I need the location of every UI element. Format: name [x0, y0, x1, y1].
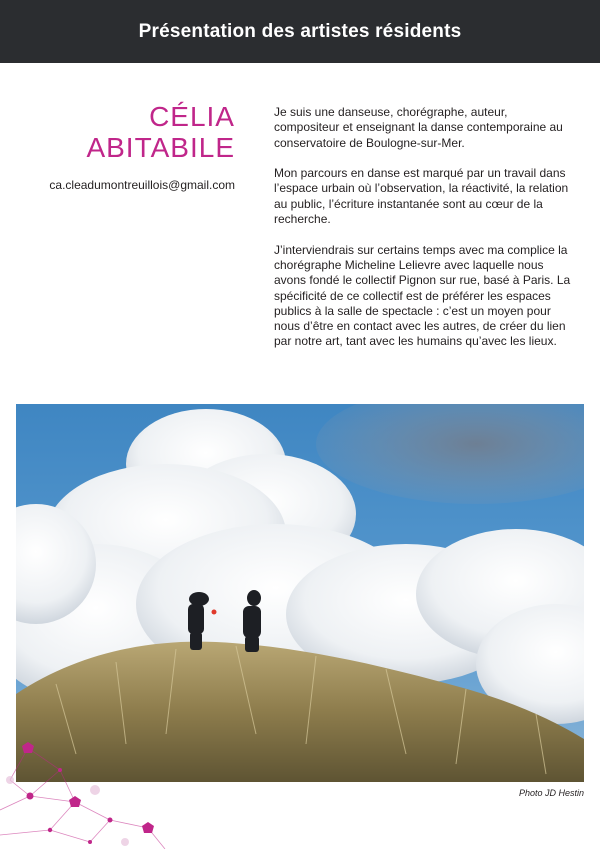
- artist-first-name: CÉLIA: [149, 101, 235, 132]
- bio-paragraph-3: J’interviendrais sur certains temps avec ma complice la chorégraphe Micheline Lelievre avec laquelle nous avons fondé le collectif Pignon sur rue, basé à Paris. La spécificité de ce collectif est de préférer les espaces publics à la salle de spectacle : c’est un moyen pour nous d’être en contact avec les autres, de créer du lien par notre art, tant avec les humains qu’avec les lieux.: [274, 242, 571, 349]
- artist-last-name: ABITABILE: [86, 132, 235, 163]
- page-title: Présentation des artistes résidents: [138, 20, 462, 42]
- artist-name: [5, 101, 235, 163]
- artist-photo: [16, 404, 584, 782]
- photo-credit: Photo JD Hestin: [518, 788, 584, 798]
- artist-email[interactable]: ca.cleadumontreuillois@gmail.com: [49, 178, 235, 192]
- page-header: [0, 0, 600, 63]
- bio-paragraph-1: Je suis une danseuse, chorégraphe, auteur, compositeur et enseignant la danse contemporaine au conservatoire de Boulogne-sur-Mer.: [274, 105, 563, 150]
- bio-paragraph-2: Mon parcours en danse est marqué par un travail dans l’espace urbain où l’observation, la réactivité, la relation au public, l’écriture instantanée sont au cœur de la recherche.: [274, 166, 569, 227]
- network-decoration-icon: [0, 730, 170, 849]
- artist-bio: [274, 105, 574, 365]
